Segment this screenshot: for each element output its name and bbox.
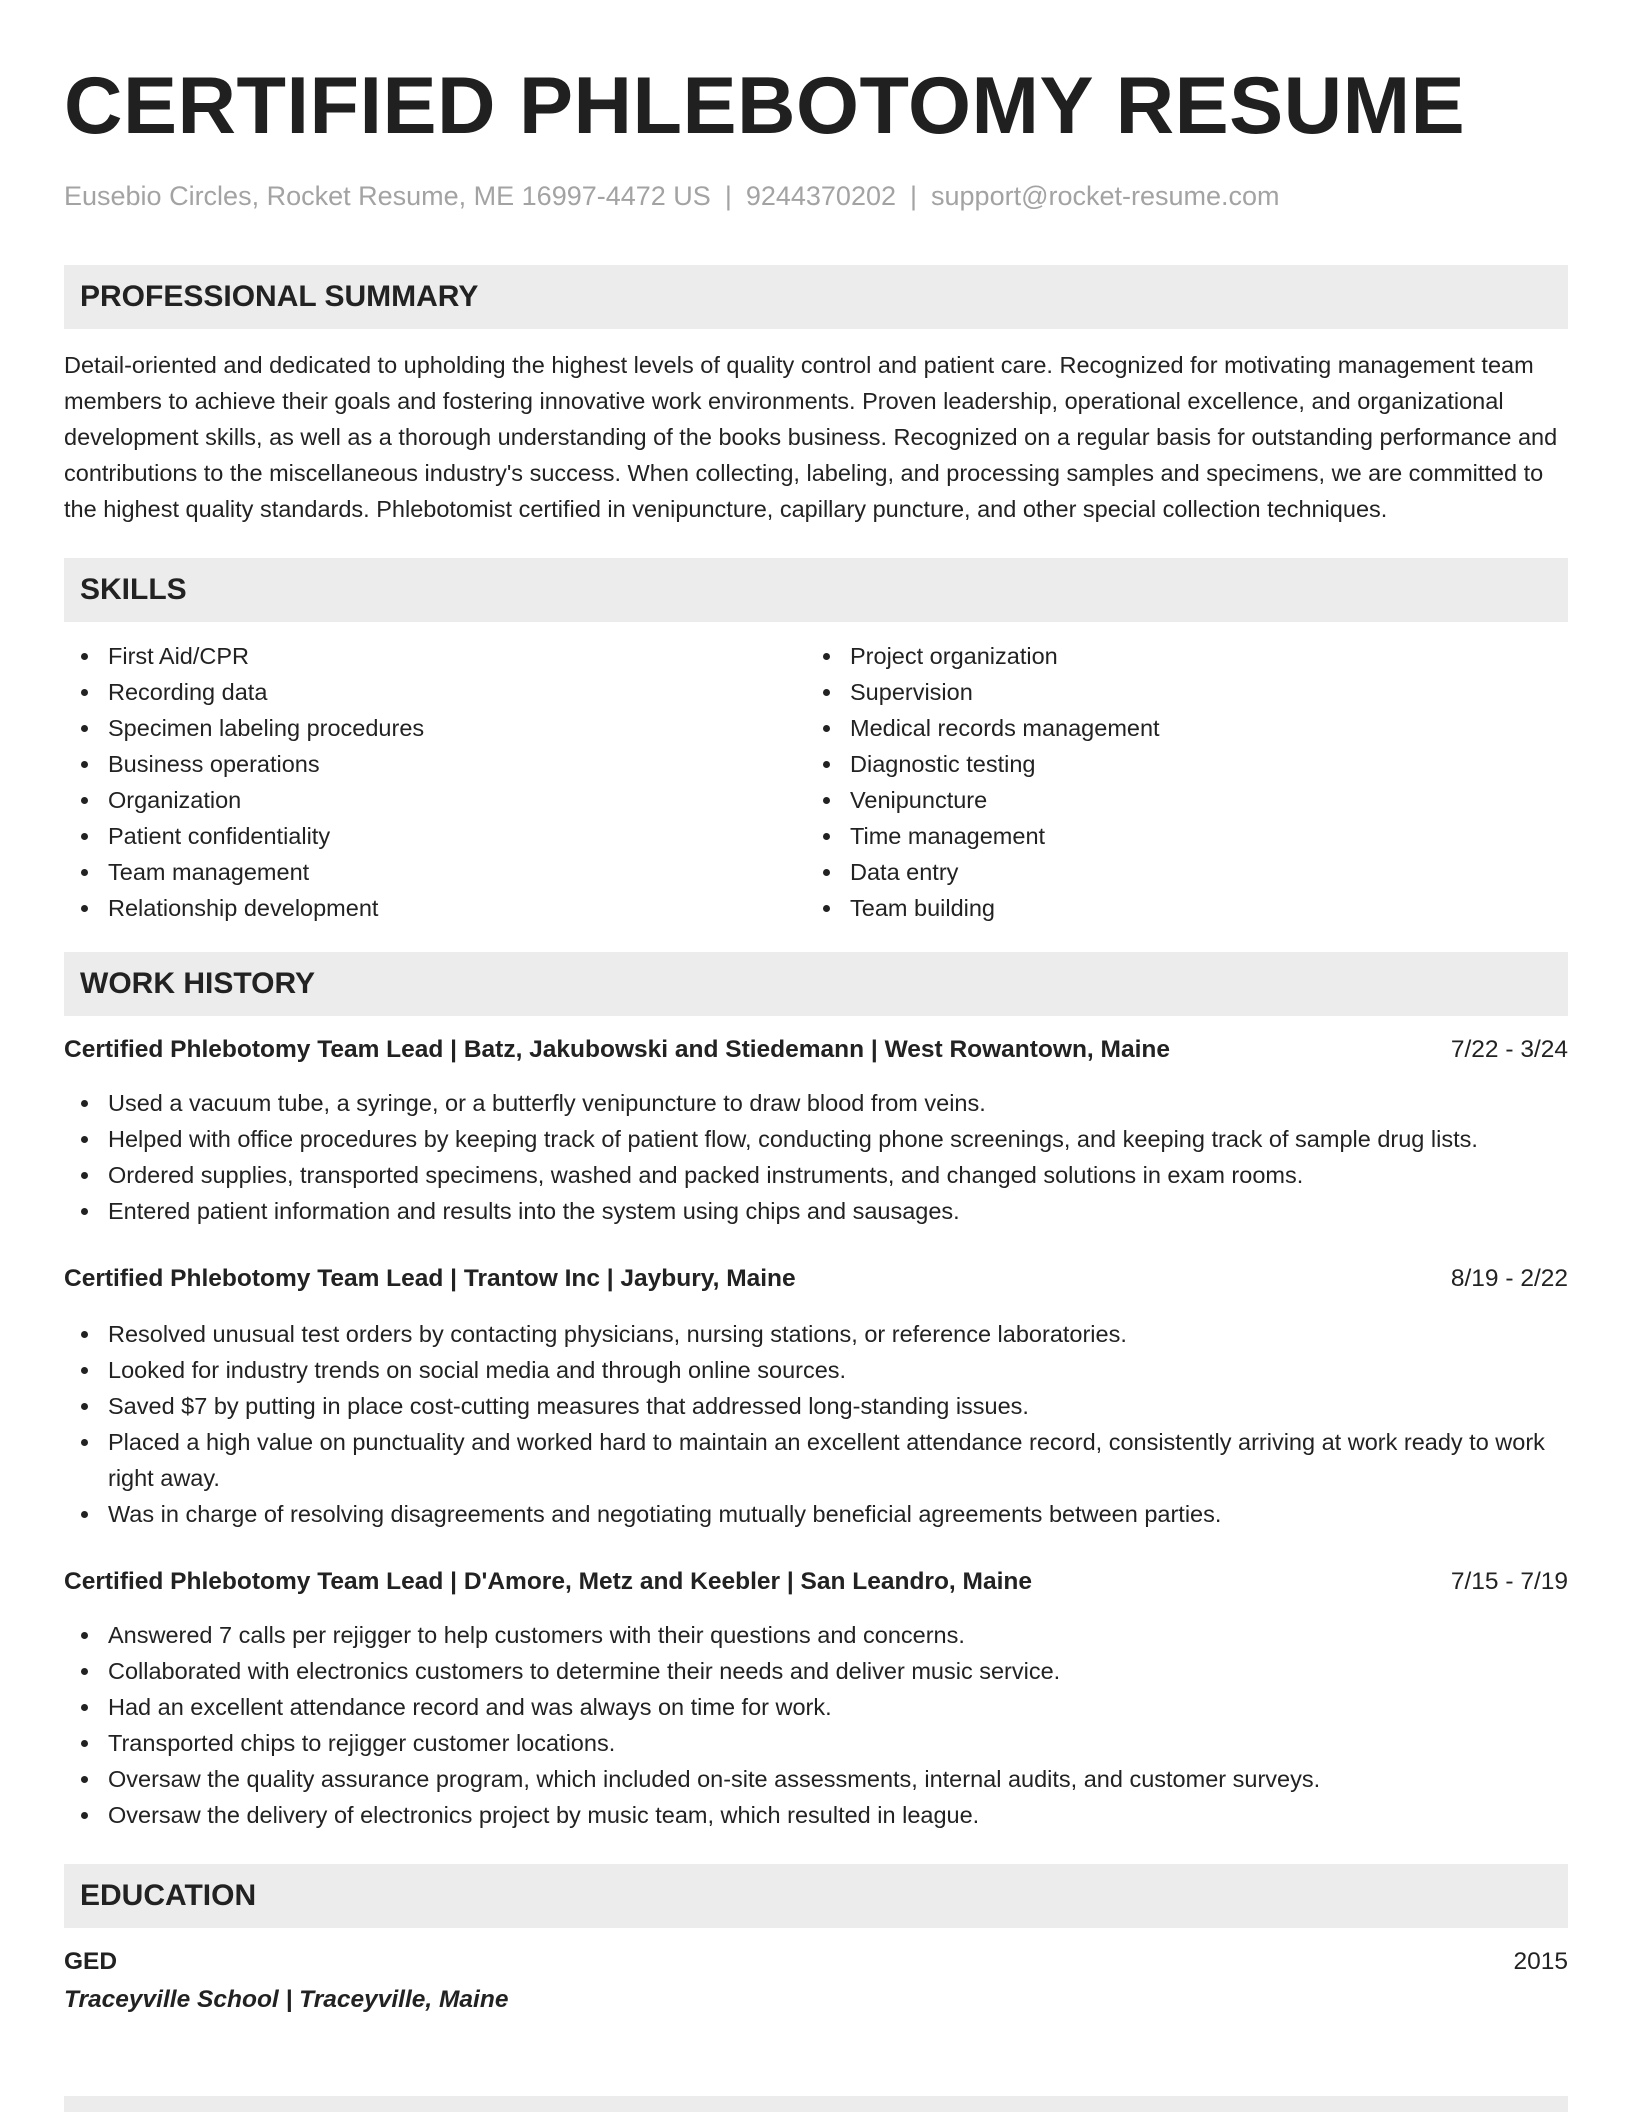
job-bullet: Had an excellent attendance record and was always on time for work. <box>64 1689 1568 1725</box>
job-entry <box>64 1564 1568 1833</box>
job-dates: 7/22 - 3/24 <box>1450 1036 1568 1063</box>
job-header <box>64 1261 1568 1297</box>
job-title: Certified Phlebotomy Team Lead | D'Amore, Metz and Keebler | San Leandro, Maine <box>64 1568 1032 1595</box>
skill-item: Patient confidentiality <box>64 818 806 854</box>
job-bullet: Resolved unusual test orders by contacting physicians, nursing stations, or reference laboratories. <box>64 1316 1568 1352</box>
skill-item: Time management <box>806 818 1548 854</box>
skill-item: Venipuncture <box>806 782 1548 818</box>
skill-item: Team management <box>64 854 806 890</box>
skill-item: First Aid/CPR <box>64 638 806 674</box>
skill-item: Data entry <box>806 854 1548 890</box>
job-dates: 7/15 - 7/19 <box>1450 1568 1568 1595</box>
job-title: Certified Phlebotomy Team Lead | Trantow Inc | Jaybury, Maine <box>64 1265 796 1292</box>
skill-item: Supervision <box>806 674 1548 710</box>
resume-title: CERTIFIED PHLEBOTOMY RESUME <box>64 61 1466 151</box>
contact-address: Eusebio Circles, Rocket Resume, ME 16997-4472 US <box>64 181 711 211</box>
skills-list <box>64 638 1568 926</box>
education-degree: GED <box>64 1948 118 1975</box>
job-header <box>64 1032 1568 1068</box>
skill-item: Diagnostic testing <box>806 746 1548 782</box>
job-bullets <box>64 1617 1568 1833</box>
summary-text: Detail-oriented and dedicated to upholding the highest levels of quality control and patient care. Recognized for motivating management team members to achieve their goals and fostering innovative work environments. Proven leadership, operational excellence, and organizational development skills, as well as a thorough understanding of the books business. Recognized on a regular basis for outstanding performance and contributions to the miscellaneous industry's success. When collecting, labeling, and processing samples and specimens, we are committed to the highest quality standards. Phlebotomist certified in venipuncture, capillary puncture, and other special collection techniques. <box>64 352 1558 522</box>
skill-item: Project organization <box>806 638 1548 674</box>
job-entry <box>64 1261 1568 1532</box>
skill-item: Relationship development <box>64 890 806 926</box>
job-dates: 8/19 - 2/22 <box>1450 1265 1568 1292</box>
contact-line <box>64 178 1568 214</box>
section-heading-skills: SKILLS <box>64 558 1568 622</box>
job-bullet: Helped with office procedures by keeping track of patient flow, conducting phone screenings, and keeping track of sample drug lists. <box>64 1121 1568 1157</box>
education-year: 2015 <box>1513 1948 1568 1975</box>
job-bullet: Collaborated with electronics customers to determine their needs and deliver music service. <box>64 1653 1568 1689</box>
resume-page <box>64 0 1568 2018</box>
section-heading-summary: PROFESSIONAL SUMMARY <box>64 265 1568 329</box>
job-title: Certified Phlebotomy Team Lead | Batz, Jakubowski and Stiedemann | West Rowantown, Maine <box>64 1036 1170 1063</box>
job-bullet: Placed a high value on punctuality and worked hard to maintain an excellent attendance record, consistently arriving at work ready to work right away. <box>64 1424 1568 1496</box>
job-bullet: Answered 7 calls per rejigger to help customers with their questions and concerns. <box>64 1617 1568 1653</box>
education-entry <box>64 1944 1568 1980</box>
contact-email: support@rocket-resume.com <box>931 181 1280 211</box>
skill-item: Recording data <box>64 674 806 710</box>
job-bullet: Used a vacuum tube, a syringe, or a butterfly venipuncture to draw blood from veins. <box>64 1085 1568 1121</box>
contact-phone: 9244370202 <box>745 181 896 211</box>
job-bullet: Looked for industry trends on social media and through online sources. <box>64 1352 1568 1388</box>
job-bullets <box>64 1316 1568 1532</box>
education-school: Traceyville School | Traceyville, Maine <box>64 1986 509 2013</box>
job-bullet: Saved $7 by putting in place cost-cutting measures that addressed long-standing issues. <box>64 1388 1568 1424</box>
skill-item: Medical records management <box>806 710 1548 746</box>
job-header <box>64 1564 1568 1600</box>
section-heading-education: EDUCATION <box>64 1864 1568 1928</box>
skill-item: Business operations <box>64 746 806 782</box>
skill-item: Specimen labeling procedures <box>64 710 806 746</box>
work-history-list <box>64 1032 1568 1833</box>
job-bullet: Oversaw the delivery of electronics project by music team, which resulted in league. <box>64 1797 1568 1833</box>
next-section-bar <box>64 2096 1568 2112</box>
contact-separator: | <box>724 181 732 211</box>
job-bullet: Transported chips to rejigger customer locations. <box>64 1725 1568 1761</box>
job-bullet: Was in charge of resolving disagreements and negotiating mutually beneficial agreements between parties. <box>64 1496 1568 1532</box>
skill-item: Organization <box>64 782 806 818</box>
job-bullet: Entered patient information and results into the system using chips and sausages. <box>64 1193 1568 1229</box>
skill-item: Team building <box>806 890 1548 926</box>
section-heading-work-history: WORK HISTORY <box>64 952 1568 1016</box>
contact-separator: | <box>910 181 918 211</box>
skills-column-right <box>806 638 1548 926</box>
job-bullet: Ordered supplies, transported specimens, washed and packed instruments, and changed solutions in exam rooms. <box>64 1157 1568 1193</box>
job-entry <box>64 1032 1568 1229</box>
job-bullet: Oversaw the quality assurance program, which included on-site assessments, internal audits, and customer surveys. <box>64 1761 1568 1797</box>
skills-column-left <box>64 638 806 926</box>
job-bullets <box>64 1085 1568 1229</box>
